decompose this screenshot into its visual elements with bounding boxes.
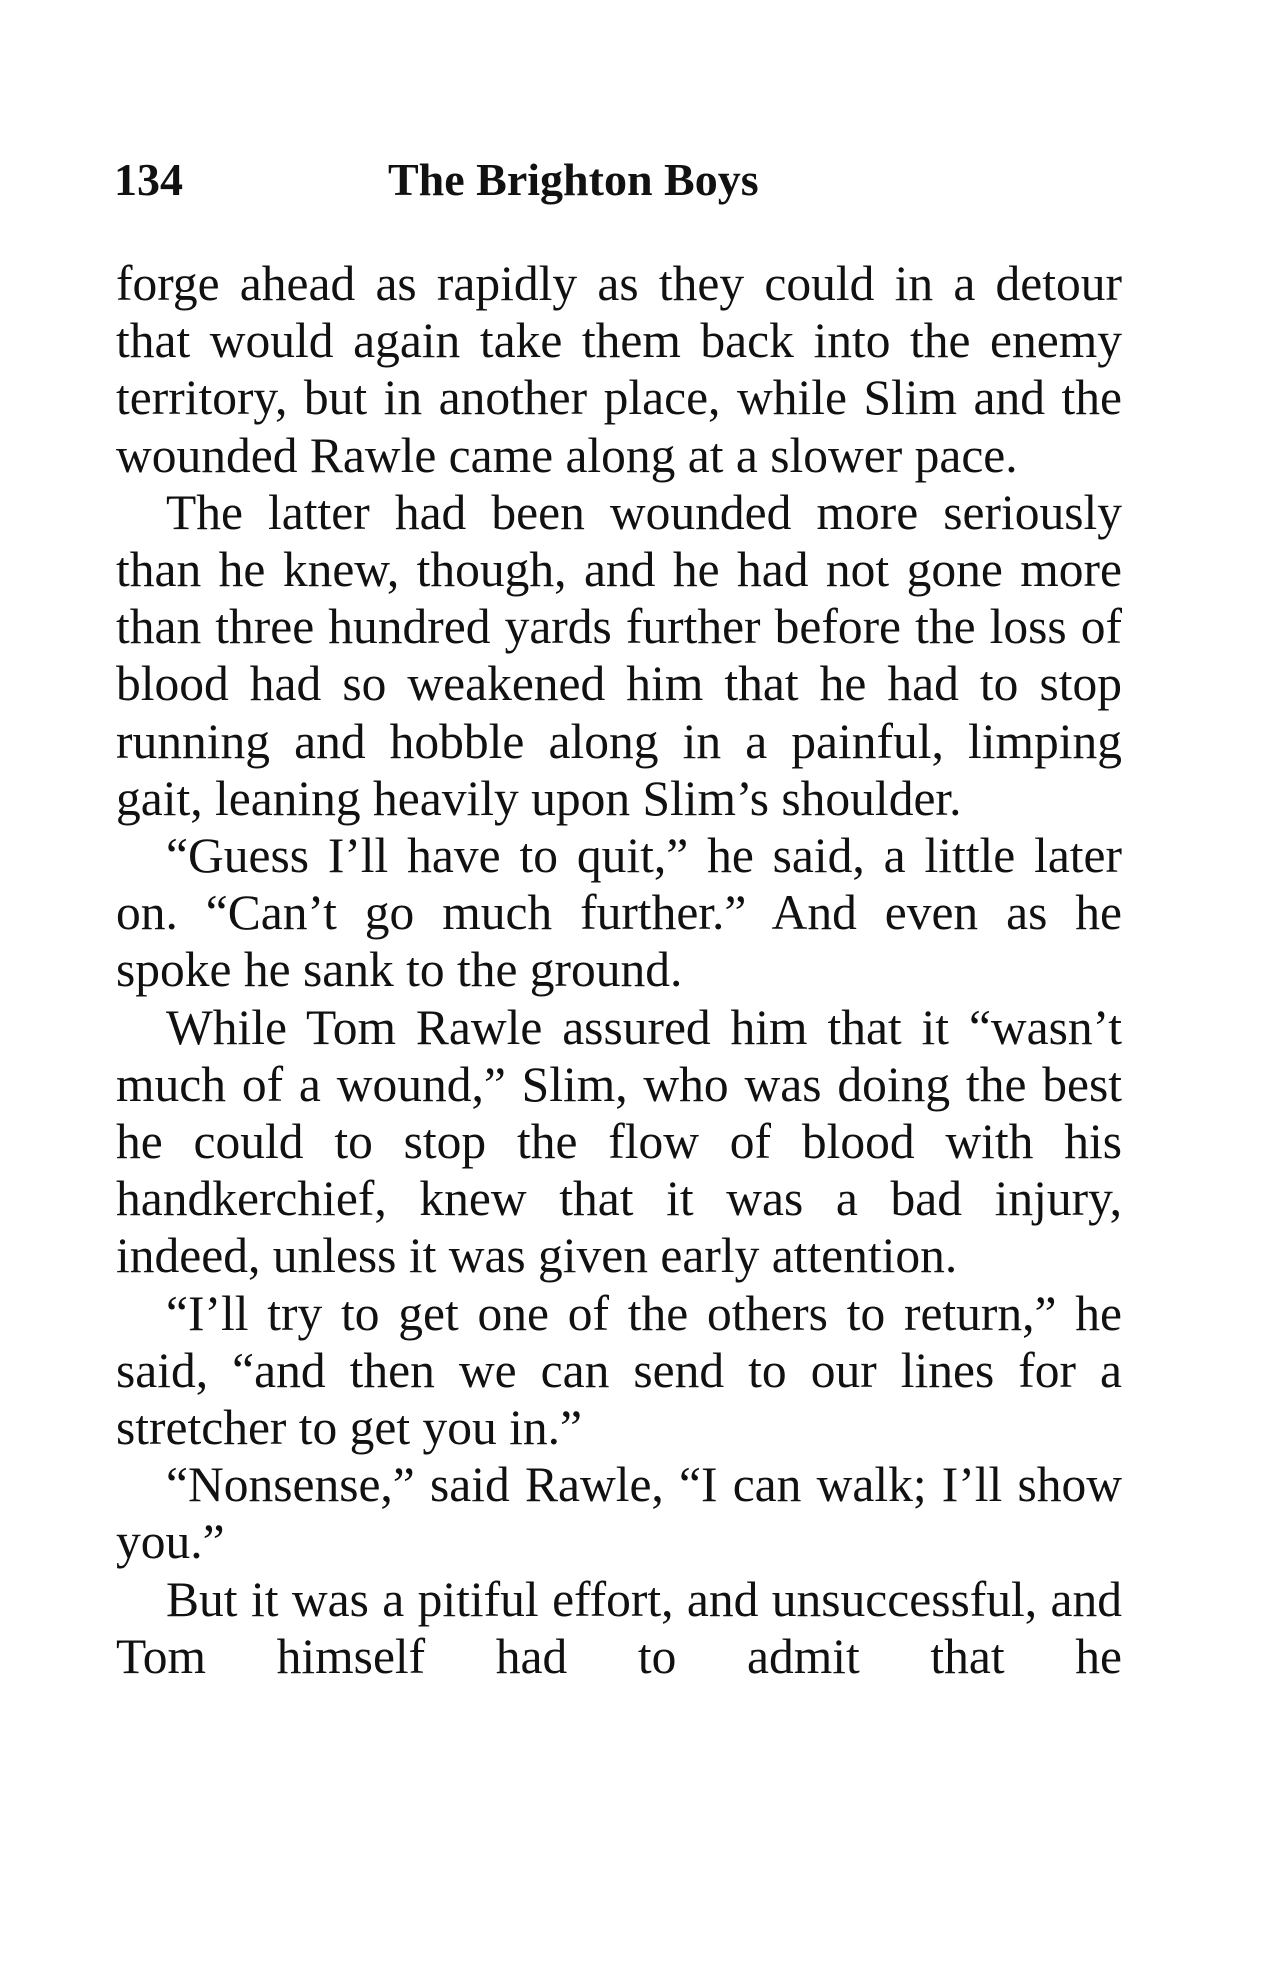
page-number: 134 bbox=[114, 154, 183, 205]
body-text bbox=[116, 255, 1122, 1685]
paragraph-continues: But it was a pitiful effort, and unsuccessful, and Tom himself had to admit that he bbox=[116, 1571, 1122, 1684]
book-title: The Brighton Boys bbox=[388, 154, 759, 205]
paragraph: While Tom Rawle assured him that it “wasn’t much of a wound,” Slim, who was doing the best he could to stop the flow of blood with his handkerchief, knew that it was a bad injury, indeed, unless it was given early attention. bbox=[116, 999, 1122, 1284]
paragraph: “Guess I’ll have to quit,” he said, a little later on. “Can’t go much further.” And even as he spoke he sank to the ground. bbox=[116, 828, 1122, 998]
paragraph: The latter had been wounded more seriously than he knew, though, and he had not gone more than three hundred yards further before the loss of blood had so weakened him that he had to stop running and hobble along in a painful, limping gait, leaning heavily upon Slim’s shoulder. bbox=[116, 484, 1122, 826]
paragraph-continued: forge ahead as rapidly as they could in a detour that would again take them back into the enemy territory, but in another place, while Slim and the wounded Rawle came along at a slower pace. bbox=[116, 256, 1122, 483]
running-head bbox=[114, 150, 1124, 210]
paragraph: “Nonsense,” said Rawle, “I can walk; I’ll show you.” bbox=[116, 1457, 1122, 1570]
paragraph: “I’ll try to get one of the others to return,” he said, “and then we can send to our lines for a stretcher to get you in.” bbox=[116, 1285, 1122, 1456]
